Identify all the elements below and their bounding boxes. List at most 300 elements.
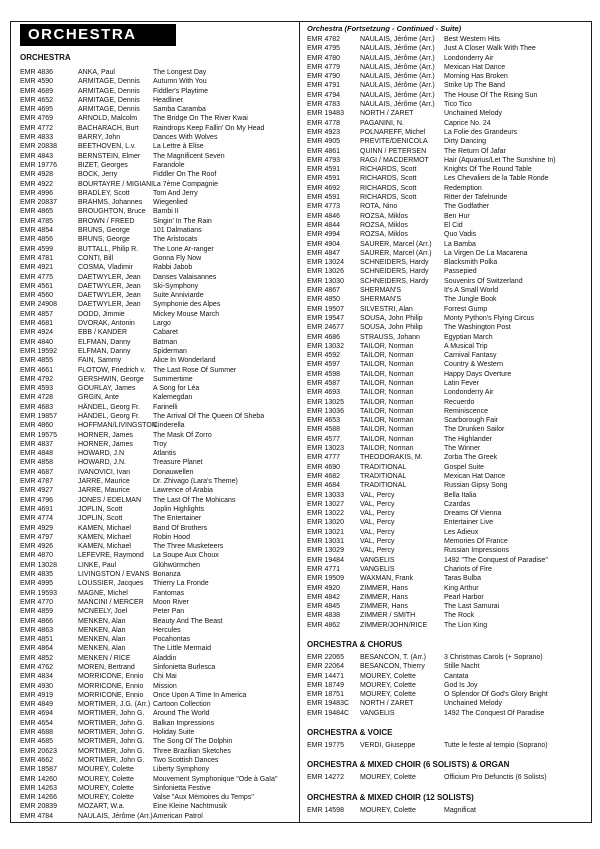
entry-title: Sinfonietta Burlesca [153,664,216,671]
entry-title: Treasure Planet [153,459,203,467]
entry-composer: VANGELIS [360,556,395,564]
catalog-entry-row [20,496,295,505]
entry-composer: MORTIMER, John G. [78,729,145,737]
entry-code: EMR 4833 [20,134,54,142]
catalog-entry-row [307,565,587,574]
entry-composer: FAIN, Sammy [78,357,122,365]
entry-code: EMR 13022 [307,510,344,518]
entry-composer: TAILOR, Norman [360,407,414,415]
catalog-entry-row [307,773,587,782]
entry-title: Monty Python's Flying Circus [444,314,535,322]
catalog-entry-row [20,235,295,244]
catalog-entry-row [20,551,295,560]
entry-code: EMR 4794 [307,91,341,99]
entry-code: EMR 13027 [307,500,344,508]
entry-title: Band Of Brothers [153,524,208,532]
entry-code: EMR 4995 [20,580,54,588]
catalog-entry-row [307,681,587,690]
entry-title: Cantata [444,672,469,680]
entry-composer: MOUREY, Colette [360,691,416,699]
entry-title: The Jungle Book [444,296,497,304]
entry-code: EMR 4684 [307,482,341,490]
entry-code: EMR 4920 [307,584,341,592]
catalog-entry-row [307,193,587,202]
entry-code: EMR 4791 [307,82,341,90]
entry-code: EMR 4848 [20,450,54,458]
entry-title: Tom And Jerry [153,189,198,197]
catalog-entry-row [307,128,587,137]
entry-composer: BRADLEY, Scott [78,189,130,197]
catalog-entry-row [20,217,295,226]
section-entry-list [307,741,587,750]
entry-code: EMR 4792 [20,375,54,383]
entry-composer: TAILOR, Norman [360,352,414,360]
entry-title: Liberty Symphony [153,766,210,774]
entry-composer: VAL, Percy [360,519,395,527]
entry-code: EMR 13020 [307,519,344,527]
entry-code: EMR 4849 [20,701,54,709]
entry-title: Valse "Aux Mémoires du Temps" [153,794,254,802]
entry-title: The Bridge On The River Kwai [153,115,248,123]
catalog-entry-row [20,486,295,495]
entry-title: Mexican Hat Dance [444,472,506,480]
entry-title: Caprice No. 24 [444,119,491,127]
entry-composer: MORRICONE, Ennio [78,673,144,681]
entry-composer: MORRICONE, Ennio [78,691,144,699]
entry-composer: NAULAIS, Jérôme (Arr.) [360,36,435,43]
entry-code: EMR 4845 [307,603,341,611]
entry-composer: LIVINGSTON / EVANS [78,571,150,579]
entry-code: EMR 19547 [307,314,344,322]
catalog-entry-row [307,463,587,472]
entry-title: Ben Hur [444,212,470,220]
entry-composer: NAULAIS, Jérôme (Arr.) [360,45,435,53]
entry-composer: HÄNDEL, Georg Fr. [78,403,140,411]
catalog-entry-row [307,699,587,708]
entry-title: The Three Musketeers [153,543,224,551]
entry-title: The Last Of The Mohicans [153,496,236,504]
entry-code: EMR 13028 [20,561,57,569]
catalog-entry-row [307,672,587,681]
entry-composer: JONES / EDELMAN [78,496,142,504]
catalog-entry-row [307,174,587,183]
entry-composer: MOUREY, Colette [360,672,416,680]
entry-title: Best Western Hits [444,36,500,43]
entry-title: The Mask Of Zorro [153,431,212,439]
entry-title: Atlantis [153,450,176,458]
catalog-entry-row [307,258,587,267]
catalog-section [307,727,587,750]
entry-code: EMR 20839 [20,803,57,811]
entry-title: Headliner [153,96,183,104]
entry-composer: NAULAIS, Jérôme (Arr.) [360,82,435,90]
entry-code: EMR 13036 [307,407,344,415]
entry-title: Fiddler's Playtime [153,87,209,95]
entry-title: The Lone Ar-ranger [153,245,214,253]
catalog-entry-row [20,663,295,672]
entry-title: Largo [153,320,171,328]
catalog-entry-row [20,412,295,421]
entry-code: EMR 4921 [20,264,54,272]
entry-composer: MENKEN / RICE [78,654,131,662]
entry-title: Holiday Suite [153,729,195,737]
banner-title: ORCHESTRA [28,26,137,43]
entry-code: EMR 4661 [20,366,54,374]
catalog-entry-row [20,291,295,300]
entry-title: The Washington Post [444,324,511,332]
entry-code: EMR 4844 [307,221,341,229]
entry-title: Hair (Aquarius/Let The Sunshine In) [444,156,556,164]
entry-title: Passepied [444,268,477,276]
catalog-entry-row [20,393,295,402]
entry-title: Londonderry Air [444,54,494,62]
catalog-entry-row [307,156,587,165]
entry-code: EMR 13029 [307,547,344,555]
entry-title: Ritter der Tafelrunde [444,194,508,202]
entry-composer: PAGANINI, N. [360,119,404,127]
section-entry-list [307,773,587,782]
entry-title: Eine Kleine Nachtmusik [153,803,227,811]
entry-code: EMR 20838 [20,143,57,151]
entry-composer: JARRE, Maurice [78,478,130,486]
entry-title: Scarborough Fair [444,417,499,425]
entry-code: EMR 4835 [20,571,54,579]
entry-code: EMR 4842 [307,593,341,601]
left-column [11,22,300,822]
entry-title: Souvenirs Of Switzerland [444,277,523,285]
entry-composer: TAILOR, Norman [360,445,414,453]
entry-title: Sinfonietta Festive [153,784,211,792]
entry-title: Troy [153,440,167,448]
catalog-entry-row [307,277,587,286]
entry-title: The Winner [444,445,481,453]
entry-composer: SHERMAN'S [360,296,402,304]
entry-composer: HOWARD, J.N [78,450,125,458]
entry-composer: KAMEN, Michael [78,533,131,541]
entry-composer: TAILOR, Norman [360,426,414,434]
entry-composer: BROWN / FREED [78,217,135,225]
entry-code: EMR 4777 [307,454,341,462]
entry-code: EMR 13032 [307,342,344,350]
entry-code: EMR 4683 [20,403,54,411]
entry-composer: LEFEVRE, Raymond [78,552,144,560]
entry-composer: DVORAK, Antonin [78,320,135,328]
entry-composer: ROTA, Nino [360,203,398,211]
entry-code: EMR 4599 [20,245,54,253]
entry-code: EMR 4779 [307,63,341,71]
entry-composer: ARMITAGE, Dennis [78,78,140,86]
entry-code: EMR 19857 [20,412,57,420]
entry-code: EMR 13030 [307,277,344,285]
entry-code: EMR 4577 [307,435,341,443]
catalog-entry-row [20,347,295,356]
entry-code: EMR 19484C [307,709,350,717]
catalog-entry-row [307,435,587,444]
entry-code: EMR 19575 [20,431,57,439]
entry-composer: VAL, Percy [360,528,395,536]
entry-composer: VAL, Percy [360,547,395,555]
entry-composer: MAGNE, Michel [78,589,128,597]
entry-code: EMR 4685 [20,738,54,746]
entry-composer: BACHARACH, Burt [78,124,139,132]
entry-composer: ARMITAGE, Dennis [78,96,140,104]
entry-title: Officium Pro Defunctis (6 Solists) [444,774,547,782]
entry-composer: NAULAIS, Jérôme (Arr.) [360,54,435,62]
entry-code: EMR 4598 [307,370,341,378]
entry-code: EMR 4837 [20,440,54,448]
entry-code: EMR 14272 [307,774,344,782]
entry-composer: NAULAIS, Jérôme (Arr.) [360,63,435,71]
entry-composer: SOUSA, John Philip [360,324,423,332]
entry-code: EMR 4836 [20,69,54,76]
catalog-entry-row [307,202,587,211]
entry-title: Wiegenlied [153,199,188,207]
entry-code: EMR 4847 [307,249,341,257]
entry-composer: SCHNEIDERS, Hardy [360,268,429,276]
entry-composer: GERSHWIN, George [78,375,144,383]
catalog-entry-row [20,375,295,384]
entry-composer: WAXMAN, Frank [360,575,414,583]
entry-code: EMR 19775 [307,742,344,750]
entry-code: EMR 14471 [307,672,344,680]
entry-code: EMR 4859 [20,608,54,616]
entry-composer: TAILOR, Norman [360,398,414,406]
entry-title: Unchained Melody [444,110,502,118]
entry-title: Beauty And The Beast [153,617,223,625]
entry-title: A Musical Trip [444,342,488,350]
catalog-entry-row [20,431,295,440]
catalog-entry-row [307,537,587,546]
entry-code: EMR 4793 [307,156,341,164]
entry-code: EMR 4695 [20,106,54,114]
entry-composer: TAILOR, Norman [360,435,414,443]
catalog-entry-row [307,509,587,518]
entry-composer: QUINN / PETERSEN [360,147,427,155]
entry-title: The House Of The Rising Sun [444,91,538,99]
catalog-entry-row [20,756,295,765]
catalog-entry-row [20,254,295,263]
entry-title: Bonanza [153,571,181,579]
entry-title: Strike Up The Band [444,82,505,90]
entry-code: EMR 4867 [307,287,341,295]
entry-composer: SCHNEIDERS, Hardy [360,259,429,267]
entry-composer: BROUGHTON, Bruce [78,208,146,216]
entry-code: EMR 4834 [20,673,54,681]
entry-code: EMR 4795 [307,45,341,53]
entry-title: Mission [153,682,177,690]
entry-code: EMR 4769 [20,115,54,123]
entry-composer: VANGELIS [360,709,395,717]
catalog-entry-row [20,142,295,151]
entry-composer: BIZET, Georges [78,161,128,169]
entry-code: EMR 24908 [20,301,57,309]
catalog-entry-row [307,165,587,174]
catalog-entry-row [20,812,295,821]
entry-title: La Bamba [444,240,476,248]
entry-title: The Aristocats [153,236,198,244]
entry-title: Danses Valaisannes [153,273,217,281]
entry-composer: BOCK, Jerry [78,171,118,179]
entry-code: EMR 4851 [20,636,54,644]
entry-composer: MENKEN, Alan [78,617,126,625]
entry-composer: MOUREY, Colette [360,681,416,689]
entry-code: EMR 4781 [20,254,54,262]
entry-title: American Patrol [153,812,203,820]
entry-title: Two Scottish Dances [153,756,219,764]
entry-composer: TRADITIONAL [360,482,407,490]
catalog-entry-row [307,546,587,555]
entry-composer: ZIMMER/JOHN/RICE [360,621,428,629]
catalog-entry-row [20,180,295,189]
entry-title: Gospel Suite [444,463,485,471]
entry-title: Farandole [153,161,185,169]
entry-composer: KAMEN, Michael [78,524,131,532]
entry-title: Quo Vadis [444,231,477,239]
entry-composer: MORTIMER, J.G. (Arr.) [78,701,151,709]
entry-composer: IVANOVICI, Ivan [78,468,130,476]
entry-composer: MOREN, Bertrand [78,664,135,671]
entry-title: Happy Days Overture [444,370,512,378]
entry-title: Robin Hood [153,533,190,541]
entry-composer: CONTI, Bill [78,254,113,262]
catalog-section [307,792,587,815]
entry-title: King Arthur [444,584,479,592]
entry-composer: RICHARDS, Scott [360,184,417,192]
entry-composer: VERDI, Giuseppe [360,742,416,750]
entry-code: EMR 4597 [307,361,341,369]
entry-composer: HOFFMAN/LIVINGSTON [78,422,157,430]
entry-title: The Rock [444,612,474,620]
catalog-entry-row [307,481,587,490]
catalog-entry-row [20,589,295,598]
entry-composer: MOUREY, Colette [78,784,134,792]
entry-title: Blacksmith Polka [444,259,498,267]
right-entry-list [307,35,587,630]
entry-code: EMR 4687 [20,468,54,476]
entry-code: EMR 4870 [20,552,54,560]
entry-title: Autumn With You [153,78,207,86]
catalog-entry-row [20,310,295,319]
catalog-entry-row [20,672,295,681]
catalog-entry-row [20,328,295,337]
entry-code: EMR 4862 [307,621,341,629]
entry-composer: BESANCON, Thierry [360,663,425,671]
entry-composer: BRUNS, George [78,227,130,235]
catalog-entry-row [20,709,295,718]
entry-code: EMR 4864 [20,645,54,653]
catalog-entry-row [20,719,295,728]
entry-composer: SAURER, Marcel (Arr.) [360,249,432,257]
entry-code: EMR 4653 [307,417,341,425]
catalog-entry-row [307,370,587,379]
entry-code: EMR 4780 [307,54,341,62]
section-heading: ORCHESTRA & MIXED CHOIR (6 SOLISTS) & ORGAN [307,760,510,770]
entry-composer: LOUSSIER, Jacques [78,580,144,588]
entry-code: EMR 4929 [20,524,54,532]
entry-code: EMR 4681 [20,320,54,328]
entry-title: The Godfather [444,203,490,211]
section-entry-list [307,806,587,815]
entry-code: EMR 4840 [20,338,54,346]
entry-composer: MORTIMER, John G. [78,747,145,755]
entry-title: Fantomas [153,589,185,597]
entry-title: Just A Closer Walk With Thee [444,45,536,53]
entry-composer: TRADITIONAL [360,472,407,480]
entry-code: EMR 4592 [307,352,341,360]
entry-code: EMR 4591 [307,175,341,183]
catalog-entry-row [307,653,587,662]
section-heading-orchestra: ORCHESTRA [20,53,71,62]
entry-code: EMR 4855 [20,357,54,365]
entry-code: EMR 4662 [20,756,54,764]
entry-code: EMR 4770 [20,598,54,606]
entry-title: 3 Christmas Carols (+ Soprano) [444,654,543,661]
entry-composer: ZIMMER, Hans [360,584,408,592]
entry-composer: JARRE, Maurice [78,487,130,495]
entry-title: Cinderella [153,422,185,430]
entry-title: Fiddler On The Roof [153,171,217,179]
entry-code: EMR 4919 [20,691,54,699]
entry-title: Reminiscence [444,407,488,415]
entry-composer: NAULAIS, Jérôme (Arr.) [78,812,153,820]
entry-code: EMR 4591 [307,166,341,174]
entry-code: EMR 4923 [307,128,341,136]
entry-code: EMR 4863 [20,626,54,634]
entry-title: The Last Rose Of Summer [153,366,237,374]
catalog-entry-row [307,35,587,44]
entry-title: God Is Joy [444,681,478,689]
entry-code: EMR 4689 [20,87,54,95]
entry-title: The Return Of Jafar [444,147,506,155]
catalog-entry-row [307,249,587,258]
catalog-entry-row [307,119,587,128]
entry-composer: BUTTALL, Philip R. [78,245,139,253]
entry-composer: ANKA, Paul [78,69,115,76]
entry-composer: HÄNDEL, Georg Fr. [78,412,140,420]
entry-composer: MOUREY, Colette [78,775,134,783]
entry-code: EMR 4787 [20,478,54,486]
entry-code: EMR 22065 [307,654,344,661]
entry-title: Redemption [444,184,482,192]
entry-composer: VAL, Percy [360,500,395,508]
entry-composer: POLNAREFF, Michel [360,128,426,136]
entry-title: Suite Anniviarde [153,292,204,300]
entry-code: EMR 4924 [20,329,54,337]
catalog-section [307,759,587,782]
entry-code: EMR 4861 [307,147,341,155]
catalog-entry-row [20,793,295,802]
entry-composer: ARMITAGE, Dennis [78,106,140,114]
entry-code: EMR 4762 [20,664,54,671]
entry-composer: BERNSTEIN, Elmer [78,152,141,160]
catalog-entry-row [307,81,587,90]
entry-title: La Soupe Aux Choux [153,552,219,560]
entry-code: EMR 4843 [20,152,54,160]
entry-title: Country & Western [444,361,504,369]
entry-title: Around The World [153,710,210,718]
catalog-entry-row [307,528,587,537]
entry-composer: HORNER, James [78,440,133,448]
entry-code: EMR 4857 [20,310,54,318]
entry-code: EMR 13023 [307,445,344,453]
entry-composer: PREVITE/DENICOLA [360,138,428,146]
entry-code: EMR 4797 [20,533,54,541]
catalog-entry-row [307,611,587,620]
continuation-header: Orchestra (Fortsetzung - Continued - Suite) [307,24,462,33]
entry-title: Batman [153,338,178,346]
catalog-entry-row [20,198,295,207]
entry-code: EMR 14260 [20,775,57,783]
